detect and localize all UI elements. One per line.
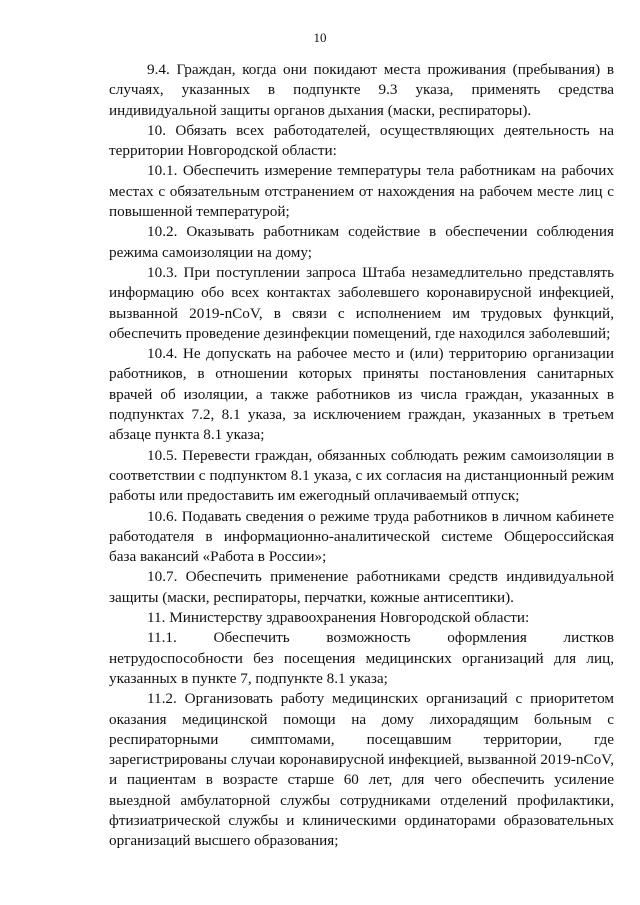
document-body xyxy=(109,60,614,852)
paragraph-9-4: 9.4. Граждан, когда они покидают места проживания (пребывания) в случаях, указанных в подпункте 9.3 указа, применять средства индивидуальной защиты органов дыхания (маски, респираторы). xyxy=(109,61,614,119)
paragraph-10-1: 10.1. Обеспечить измерение температуры тела работникам на рабочих местах с обязательным отстранением от нахождения на рабочем месте лиц с повышенной температурой; xyxy=(109,162,614,221)
paragraph-11-1: 11.1. Обеспечить возможность оформления листков нетрудоспособности без посещения медицинских организаций для лиц, указанных в пункте 7, подпункте 8.1 указа; xyxy=(109,629,614,687)
paragraph-10-7: 10.7. Обеспечить применение работниками средств индивидуальной защиты (маски, респираторы, перчатки, кожные антисептики). xyxy=(109,568,614,606)
paragraph-11-2: 11.2. Организовать работу медицинских организаций с приоритетом оказания медицинской помощи на дому лихорадящим больным с респираторными симптомами, посещавшим территории, где зарегистрированы случаи коронавирусной инфекцией, вызванной 2019-nCoV, и пациентам в возрасте старше 60 лет, для чего обеспечить усиление выездной амбулаторной службы сотрудниками отделений профилактики, фтизиатрической службы и клиническими ординаторами образовательных организаций высшего образования; xyxy=(109,690,614,850)
paragraph-10-6: 10.6. Подавать сведения о режиме труда работников в личном кабинете работодателя в информационно-аналитической системе Общероссийская база вакансий «Работа в России»; xyxy=(109,507,614,566)
paragraph-10-4: 10.4. Не допускать на рабочее место и (или) территорию организации работников, в отношении которых приняты постановления санитарных врачей об изоляции, а также работников из числа граждан, указанных в подпунктах 7.2, 8.1 указа, за исключением граждан, указанных в третьем абзаце пункта 8.1 указа; xyxy=(109,345,614,444)
paragraph-10-2: 10.2. Оказывать работникам содействие в обеспечении соблюдения режима самоизоляции на дому; xyxy=(109,223,614,261)
paragraph-11: 11. Министерству здравоохранения Новгородской области: xyxy=(147,609,530,627)
page-number: 10 xyxy=(313,30,327,45)
paragraph-10: 10. Обязать всех работодателей, осуществляющих деятельность на территории Новгородской области: xyxy=(109,121,614,160)
paragraph-10-3: 10.3. При поступлении запроса Штаба незамедлительно представлять информацию обо всех контактах заболевшего коронавирусной инфекцией, вызванной 2019-nCoV, в связи с исполнением им трудовых функций, обеспечить проведение дезинфекции помещений, где находился заболевший; xyxy=(109,263,614,342)
paragraph-10-5: 10.5. Перевести граждан, обязанных соблюдать режим самоизоляции в соответствии с подпунктом 8.1 указа, с их согласия на дистанционный режим работы или предоставить им ежегодный оплачиваемый отпуск; xyxy=(109,446,614,505)
